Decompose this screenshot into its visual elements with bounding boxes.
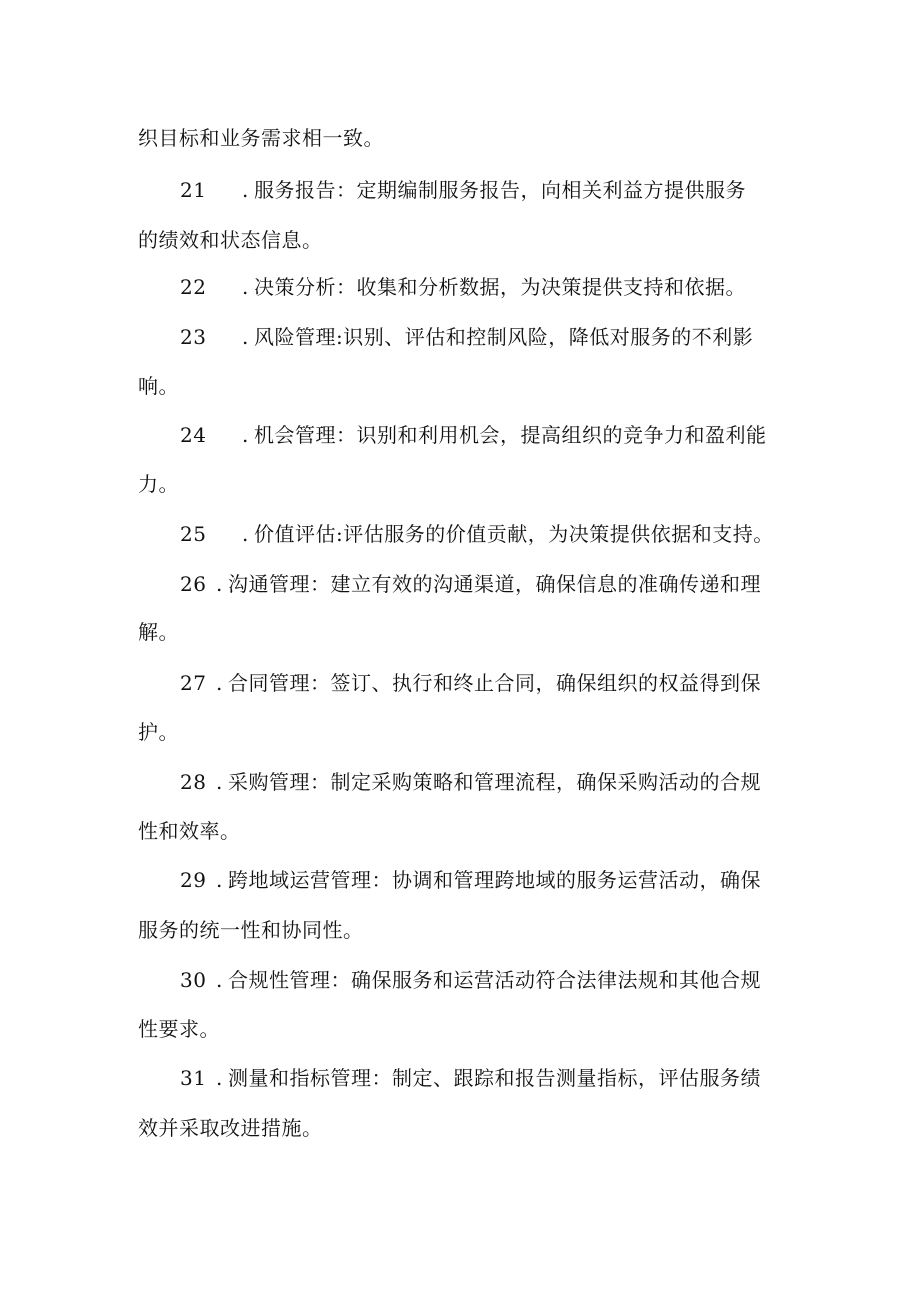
paragraph-text: 价值评估:评估服务的价值贡献，为决策提供依据和支持。 [254, 522, 774, 546]
paragraph-number: 28 [180, 770, 207, 794]
paragraph-text: 测量和指标管理：制定、跟踪和报告测量指标，评估服务绩 [228, 1066, 761, 1090]
paragraph-text: 效并采取改进措施。 [138, 1116, 323, 1140]
paragraph-24 [180, 421, 840, 449]
paragraph-text: 沟通管理：建立有效的沟通渠道，确保信息的准确传递和理 [228, 572, 761, 596]
paragraph-23-line-2 [138, 372, 798, 400]
paragraph-25 [180, 520, 840, 548]
paragraph-30 [180, 966, 840, 994]
paragraph-22 [180, 273, 840, 301]
paragraph-dot: . [216, 1066, 223, 1090]
paragraph-text: 服务的统一性和协同性。 [138, 918, 364, 942]
paragraph-29 [180, 866, 840, 894]
paragraph-text: 机会管理：识别和利用机会，提高组织的竞争力和盈利能 [254, 423, 767, 447]
paragraph-number: 27 [180, 671, 207, 695]
paragraph-28 [180, 768, 840, 796]
paragraph-text: 织目标和业务需求相一致。 [138, 126, 384, 150]
paragraph-dot: . [242, 178, 249, 202]
paragraph-26-line-2 [138, 618, 798, 646]
paragraph-text: 力。 [138, 472, 179, 496]
paragraph-23 [180, 323, 840, 351]
paragraph-number: 31 [180, 1066, 207, 1090]
paragraph-31 [180, 1064, 840, 1092]
paragraph-31-line-2 [138, 1114, 798, 1142]
paragraph-text: 合规性管理：确保服务和运营活动符合法律法规和其他合规 [228, 968, 761, 992]
paragraph-text: 风险管理:识别、评估和控制风险，降低对服务的不利影 [254, 325, 754, 349]
paragraph-text: 解。 [138, 620, 179, 644]
paragraph-number: 24 [180, 423, 207, 447]
paragraph-28-line-2 [138, 817, 798, 845]
paragraph-dot: . [216, 770, 223, 794]
paragraph-number: 23 [180, 325, 207, 349]
paragraph-29-line-2 [138, 916, 798, 944]
paragraph-text: 采购管理：制定采购策略和管理流程，确保采购活动的合规 [228, 770, 761, 794]
paragraph-text: 护。 [138, 720, 179, 744]
paragraph-dot: . [242, 522, 249, 546]
paragraph-27-line-2 [138, 718, 798, 746]
paragraph-text: 决策分析：收集和分析数据，为决策提供支持和依据。 [254, 275, 746, 299]
paragraph-text: 服务报告：定期编制服务报告，向相关利益方提供服务 [254, 178, 746, 202]
paragraph-text: 性要求。 [138, 1017, 220, 1041]
paragraph-dot: . [242, 275, 249, 299]
paragraph-21-line-2 [138, 226, 798, 254]
paragraph-text: 的绩效和状态信息。 [138, 228, 323, 252]
paragraph-text: 性和效率。 [138, 819, 241, 843]
paragraph-text: 合同管理：签订、执行和终止合同，确保组织的权益得到保 [228, 671, 761, 695]
paragraph-dot: . [242, 423, 249, 447]
paragraph-number: 21 [180, 178, 207, 202]
paragraph-dot: . [216, 968, 223, 992]
paragraph-dot: . [216, 671, 223, 695]
paragraph-number: 25 [180, 522, 207, 546]
paragraph-dot: . [216, 572, 223, 596]
paragraph-30-line-2 [138, 1015, 798, 1043]
paragraph-26 [180, 570, 840, 598]
paragraph-text: 跨地域运营管理：协调和管理跨地域的服务运营活动，确保 [228, 868, 761, 892]
paragraph-text: 响。 [138, 374, 179, 398]
paragraph-number: 26 [180, 572, 207, 596]
paragraph-dot: . [216, 868, 223, 892]
paragraph-dot: . [242, 325, 249, 349]
paragraph-21 [180, 176, 840, 204]
paragraph-number: 22 [180, 275, 207, 299]
paragraph-27 [180, 669, 840, 697]
paragraph-24-line-2 [138, 470, 798, 498]
paragraph-20-line-2 [138, 124, 798, 152]
paragraph-number: 29 [180, 868, 207, 892]
paragraph-number: 30 [180, 968, 207, 992]
